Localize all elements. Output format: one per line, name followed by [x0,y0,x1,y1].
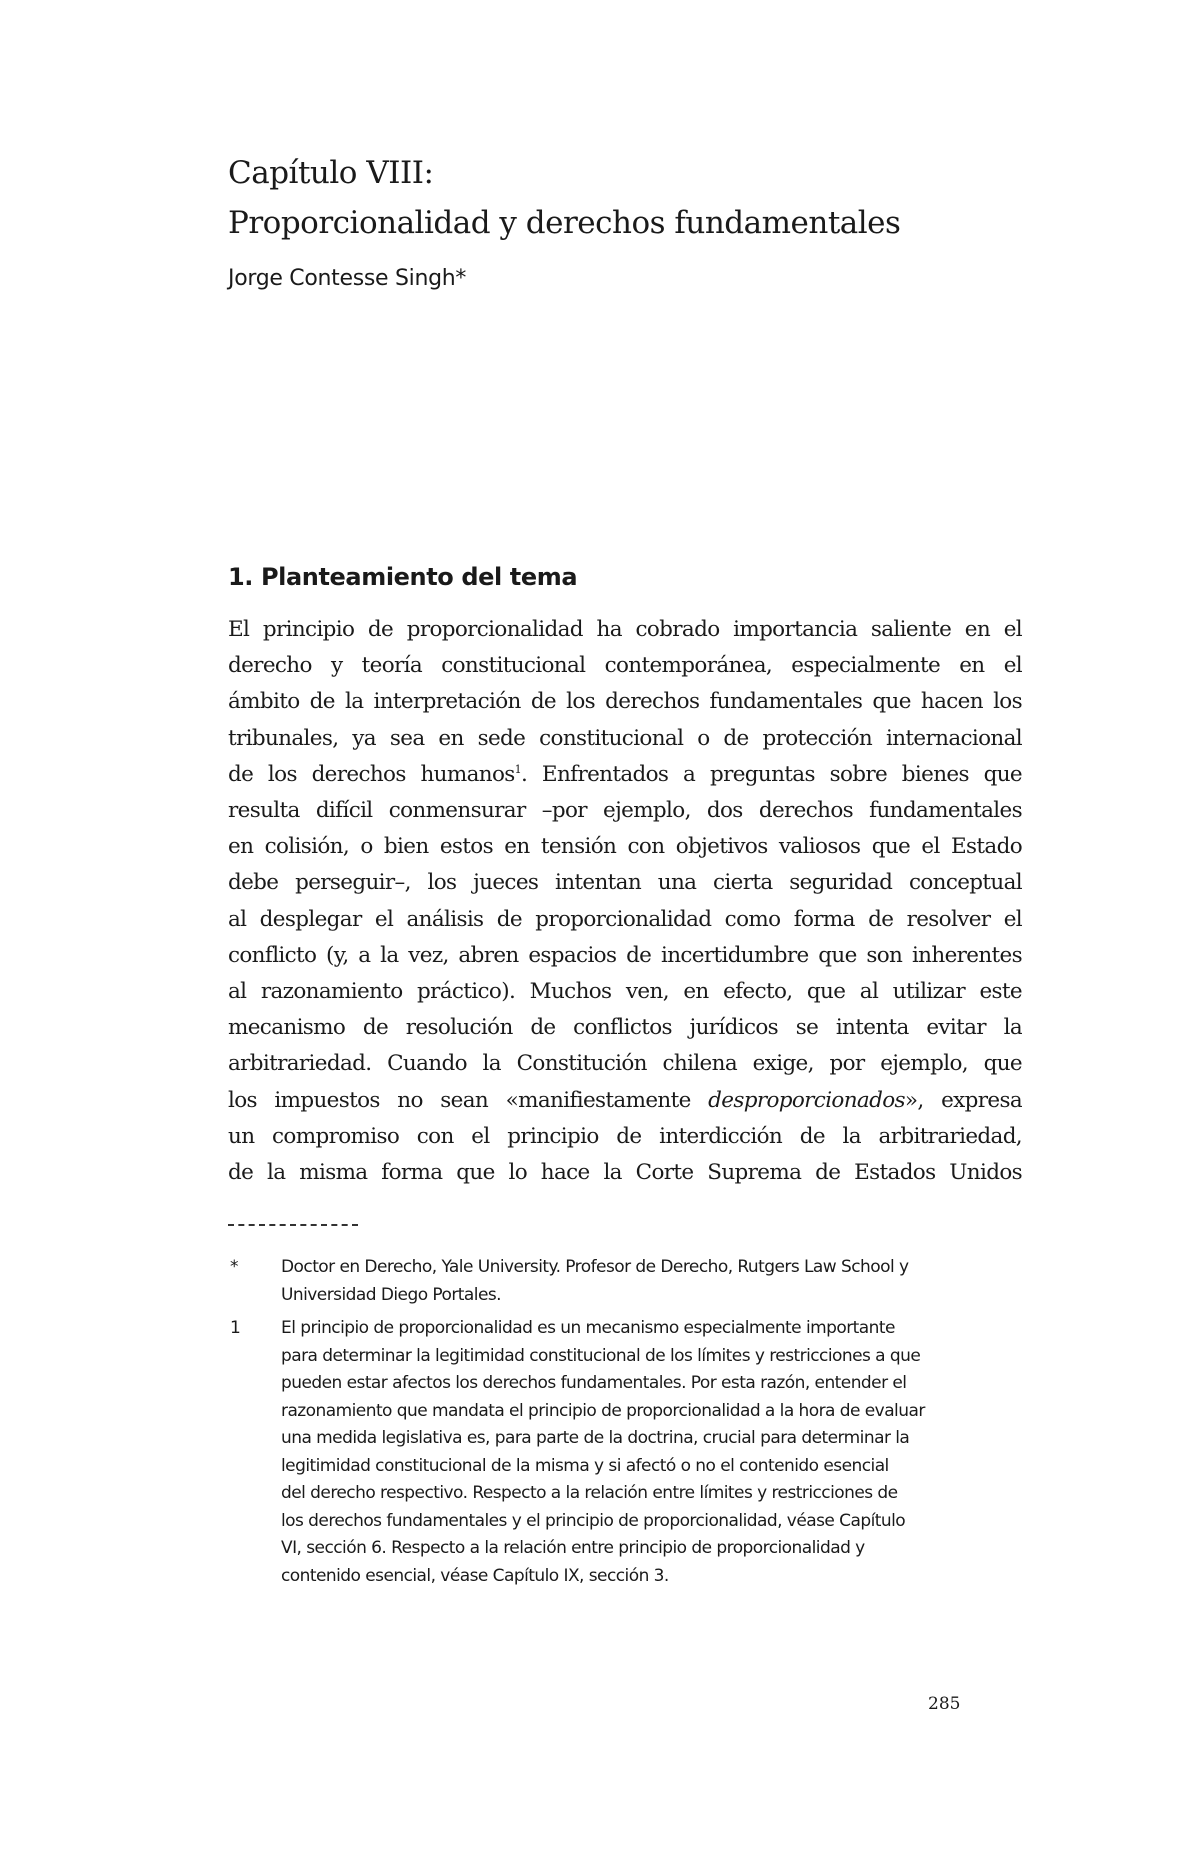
body-line: mecanismo de resolución de conflictos jurídicos se intenta evitar la [228,1015,1022,1041]
body-line: debe perseguir–, los jueces intentan una cierta seguridad conceptual [228,870,1022,896]
footnote-author [228,1254,1028,1309]
footnote-line: El principio de proporcionalidad es un mecanismo especialmente importante [281,1318,895,1338]
footnote-text [281,1254,1028,1309]
chapter-title-line-1: Capítulo VIII: [228,155,434,191]
footnote-reference[interactable]: 1 [514,762,521,776]
body-line: en colisión, o bien estos en tensión con objetivos valiosos que el Estado [228,834,1022,860]
body-line-text: de los derechos humanos [228,761,515,787]
body-line-text: los impuestos no sean «manifiestamente [228,1087,709,1113]
body-line: conflicto (y, a la vez, abren espacios de incertidumbre que son inherentes [228,942,1022,968]
body-line-text: », expresa [904,1087,1022,1113]
body-line: El principio de proporcionalidad ha cobrado importancia saliente en el [228,617,1022,642]
footnotes-list [228,1254,1028,1596]
footnote-line: una medida legislativa es, para parte de la doctrina, crucial para determinar la [281,1428,910,1448]
footnote-separator [228,1224,358,1226]
body-line [228,757,1022,793]
body-line [228,1083,1022,1119]
author-name: Jorge Contesse Singh* [228,266,467,291]
footnote-text [281,1315,1028,1590]
footnote-line: pueden estar afectos los derechos fundamentales. Por esta razón, entender el [281,1373,907,1393]
body-paragraph [228,612,1022,1191]
body-line: un compromiso con el principio de interdicción de la arbitrariedad, [228,1123,1022,1149]
footnote-line: para determinar la legitimidad constitucional de los límites y restricciones a que [281,1345,921,1366]
footnote-line: razonamiento que mandata el principio de proporcionalidad a la hora de evaluar [281,1400,925,1421]
footnote-line: VI, sección 6. Respecto a la relación entre principio de proporcionalidad y [281,1538,865,1558]
body-line: resulta difícil conmensurar –por ejemplo, dos derechos fundamentales [228,798,1022,824]
page-number: 285 [928,1694,961,1714]
section-heading: 1. Planteamiento del tema [228,563,578,591]
footnote-mark: 1 [230,1318,241,1338]
chapter-title [228,148,1028,248]
footnote-1 [228,1315,1028,1590]
body-line-text: . Enfrentados a preguntas sobre bienes que [521,761,1022,787]
footnote-mark: * [230,1257,238,1277]
body-line: ámbito de la interpretación de los derechos fundamentales que hacen los [228,689,1022,715]
body-line: tribunales, ya sea en sede constitucional o de protección internacional [228,725,1022,751]
body-line: derecho y teoría constitucional contemporánea, especialmente en el [228,653,1022,679]
body-line: de la misma forma que lo hace la Corte Suprema de Estados Unidos [228,1160,1022,1186]
italic-term: desproporcionados [708,1087,905,1113]
footnote-line: del derecho respectivo. Respecto a la relación entre límites y restricciones de [281,1483,898,1503]
footnote-line: Doctor en Derecho, Yale University. Profesor de Derecho, Rutgers Law School y [281,1257,909,1277]
footnote-line: los derechos fundamentales y el principio de proporcionalidad, véase Capítulo [281,1510,906,1531]
chapter-title-line-2: Proporcionalidad y derechos fundamentales [228,205,901,241]
body-line: arbitrariedad. Cuando la Constitución chilena exige, por ejemplo, que [228,1051,1022,1077]
body-line: al razonamiento práctico). Muchos ven, en efecto, que al utilizar este [228,979,1022,1005]
body-line: al desplegar el análisis de proporcionalidad como forma de resolver el [228,906,1022,932]
footnote-line: Universidad Diego Portales. [281,1284,502,1305]
footnote-line: contenido esencial, véase Capítulo IX, sección 3. [281,1565,669,1586]
footnote-line: legitimidad constitucional de la misma y si afectó o no el contenido esencial [281,1455,889,1476]
